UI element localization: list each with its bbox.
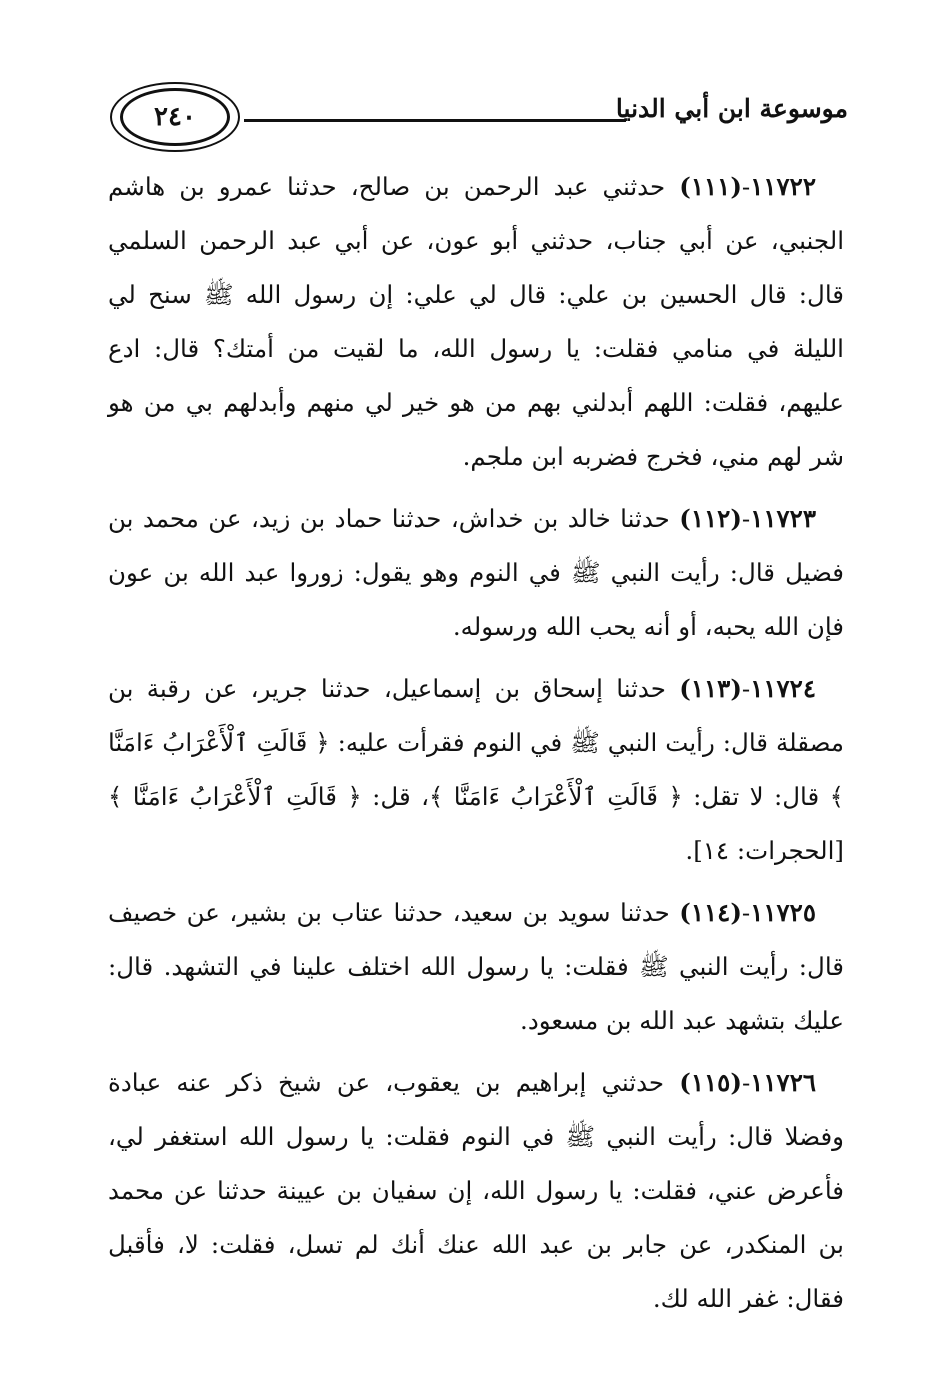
hadith-number: ١١٧٢٤ [750, 674, 816, 703]
hadith-entry: ١١٧٢٢-(١١١) حدثني عبد الرحمن بن صالح، حدثنا عمرو بن هاشم الجنبي، عن أبي جناب، حدثني أبو عون، عن أبي عبد الرحمن السلمي قال: قال الحسين بن علي: قال لي علي: إن رسول الله ﷺ سنح لي الليلة في منامي فقلت: يا رسول الله، ما لقيت من أمتك؟ قال: ادع عليهم، فقلت: اللهم أبدلني بهم من هو خير لي منهم وأبدلهم بي من هو شر لهم مني، فخرج فضربه ابن ملجم. [108, 172, 844, 471]
hadith-entry: ١١٧٢٥-(١١٤) حدثنا سويد بن سعيد، حدثنا عتاب بن بشير، عن خصيف قال: رأيت النبي ﷺ فقلت: يا رسول الله اختلف علينا في التشهد. قال: عليك بتشهد عبد الله بن مسعود. [108, 898, 844, 1035]
hadith-text: حدثني عبد الرحمن بن صالح، حدثنا عمرو بن هاشم الجنبي، عن أبي جناب، حدثني أبو عون، عن أبي عبد الرحمن السلمي قال: قال الحسين بن علي: قال لي علي: إن رسول الله ﷺ سنح لي الليلة في منامي فقلت: يا رسول الله، ما لقيت من أمتك؟ قال: ادع عليهم، فقلت: اللهم أبدلني بهم من هو خير لي منهم وأبدلهم بي من هو شر لهم مني، فخرج فضربه ابن ملجم. [108, 172, 844, 471]
hadith-text: حدثني إبراهيم بن يعقوب، عن شيخ ذكر عنه عبادة وفضلا قال: رأيت النبي ﷺ في النوم فقلت: يا رسول الله استغفر لي، فأعرض عني، فقلت: يا رسول الله، إن سفيان بن عيينة حدثنا عن محمد بن المنكدر، عن جابر بن عبد الله عنك أنك لم تسل، فقلت: لا، فأقبل فقال: غفر الله لك. [108, 1068, 844, 1313]
page-body [108, 160, 844, 1334]
hadith-sub-number: (١١٢) [679, 504, 742, 533]
hadith-sub-number: (١١٤) [679, 898, 742, 927]
hadith-entry: ١١٧٢٤-(١١٣) حدثنا إسحاق بن إسماعيل، حدثنا جرير، عن رقبة بن مصقلة قال: رأيت النبي ﷺ في النوم فقرأت عليه: ﴿ قَالَتِ ٱلْأَعْرَابُ ءَامَنَّا ﴾ قال: لا تقل: ﴿ قَالَتِ ٱلْأَعْرَابُ ءَامَنَّا ﴾، قل: ﴿ قَالَتِ ٱلْأَعْرَابُ ءَامَنَّا ﴾[الحجرات: ١٤]. [108, 674, 844, 865]
hadith-number: ١١٧٢٢ [750, 172, 816, 201]
hadith-sub-number: (١١٣) [679, 674, 742, 703]
book-title: موسوعة ابن أبي الدنيا [615, 94, 848, 123]
page-number-oval [120, 88, 230, 146]
hadith-text: حدثنا إسحاق بن إسماعيل، حدثنا جرير، عن رقبة بن مصقلة قال: رأيت النبي ﷺ في النوم فقرأت عليه: ﴿ قَالَتِ ٱلْأَعْرَابُ ءَامَنَّا ﴾ قال: لا تقل: ﴿ قَالَتِ ٱلْأَعْرَابُ ءَامَنَّا ﴾، قل: ﴿ قَالَتِ ٱلْأَعْرَابُ ءَامَنَّا ﴾[الحجرات: ١٤]. [108, 674, 844, 865]
page-header [100, 78, 848, 160]
hadith-entry: ١١٧٢٦-(١١٥) حدثني إبراهيم بن يعقوب، عن شيخ ذكر عنه عبادة وفضلا قال: رأيت النبي ﷺ في النوم فقلت: يا رسول الله استغفر لي، فأعرض عني، فقلت: يا رسول الله، إن سفيان بن عيينة حدثنا عن محمد بن المنكدر، عن جابر بن عبد الله عنك أنك لم تسل، فقلت: لا، فأقبل فقال: غفر الله لك. [108, 1068, 844, 1313]
hadith-text: حدثنا سويد بن سعيد، حدثنا عتاب بن بشير، عن خصيف قال: رأيت النبي ﷺ فقلت: يا رسول الله اختلف علينا في التشهد. قال: عليك بتشهد عبد الله بن مسعود. [108, 898, 844, 1035]
hadith-sub-number: (١١١) [679, 172, 742, 201]
page-number: ٢٤٠ [154, 102, 196, 132]
hadith-sub-number: (١١٥) [679, 1068, 742, 1097]
header-rule [244, 119, 626, 122]
hadith-number: ١١٧٢٣ [750, 504, 816, 533]
hadith-number: ١١٧٢٦ [750, 1068, 817, 1097]
hadith-text: حدثنا خالد بن خداش، حدثنا حماد بن زيد، عن محمد بن فضيل قال: رأيت النبي ﷺ في النوم وهو يقول: زوروا عبد الله بن عون فإن الله يحبه، أو أنه يحب الله ورسوله. [108, 504, 844, 641]
hadith-number: ١١٧٢٥ [750, 898, 816, 927]
hadith-entry: ١١٧٢٣-(١١٢) حدثنا خالد بن خداش، حدثنا حماد بن زيد، عن محمد بن فضيل قال: رأيت النبي ﷺ في النوم وهو يقول: زوروا عبد الله بن عون فإن الله يحبه، أو أنه يحب الله ورسوله. [108, 504, 844, 641]
